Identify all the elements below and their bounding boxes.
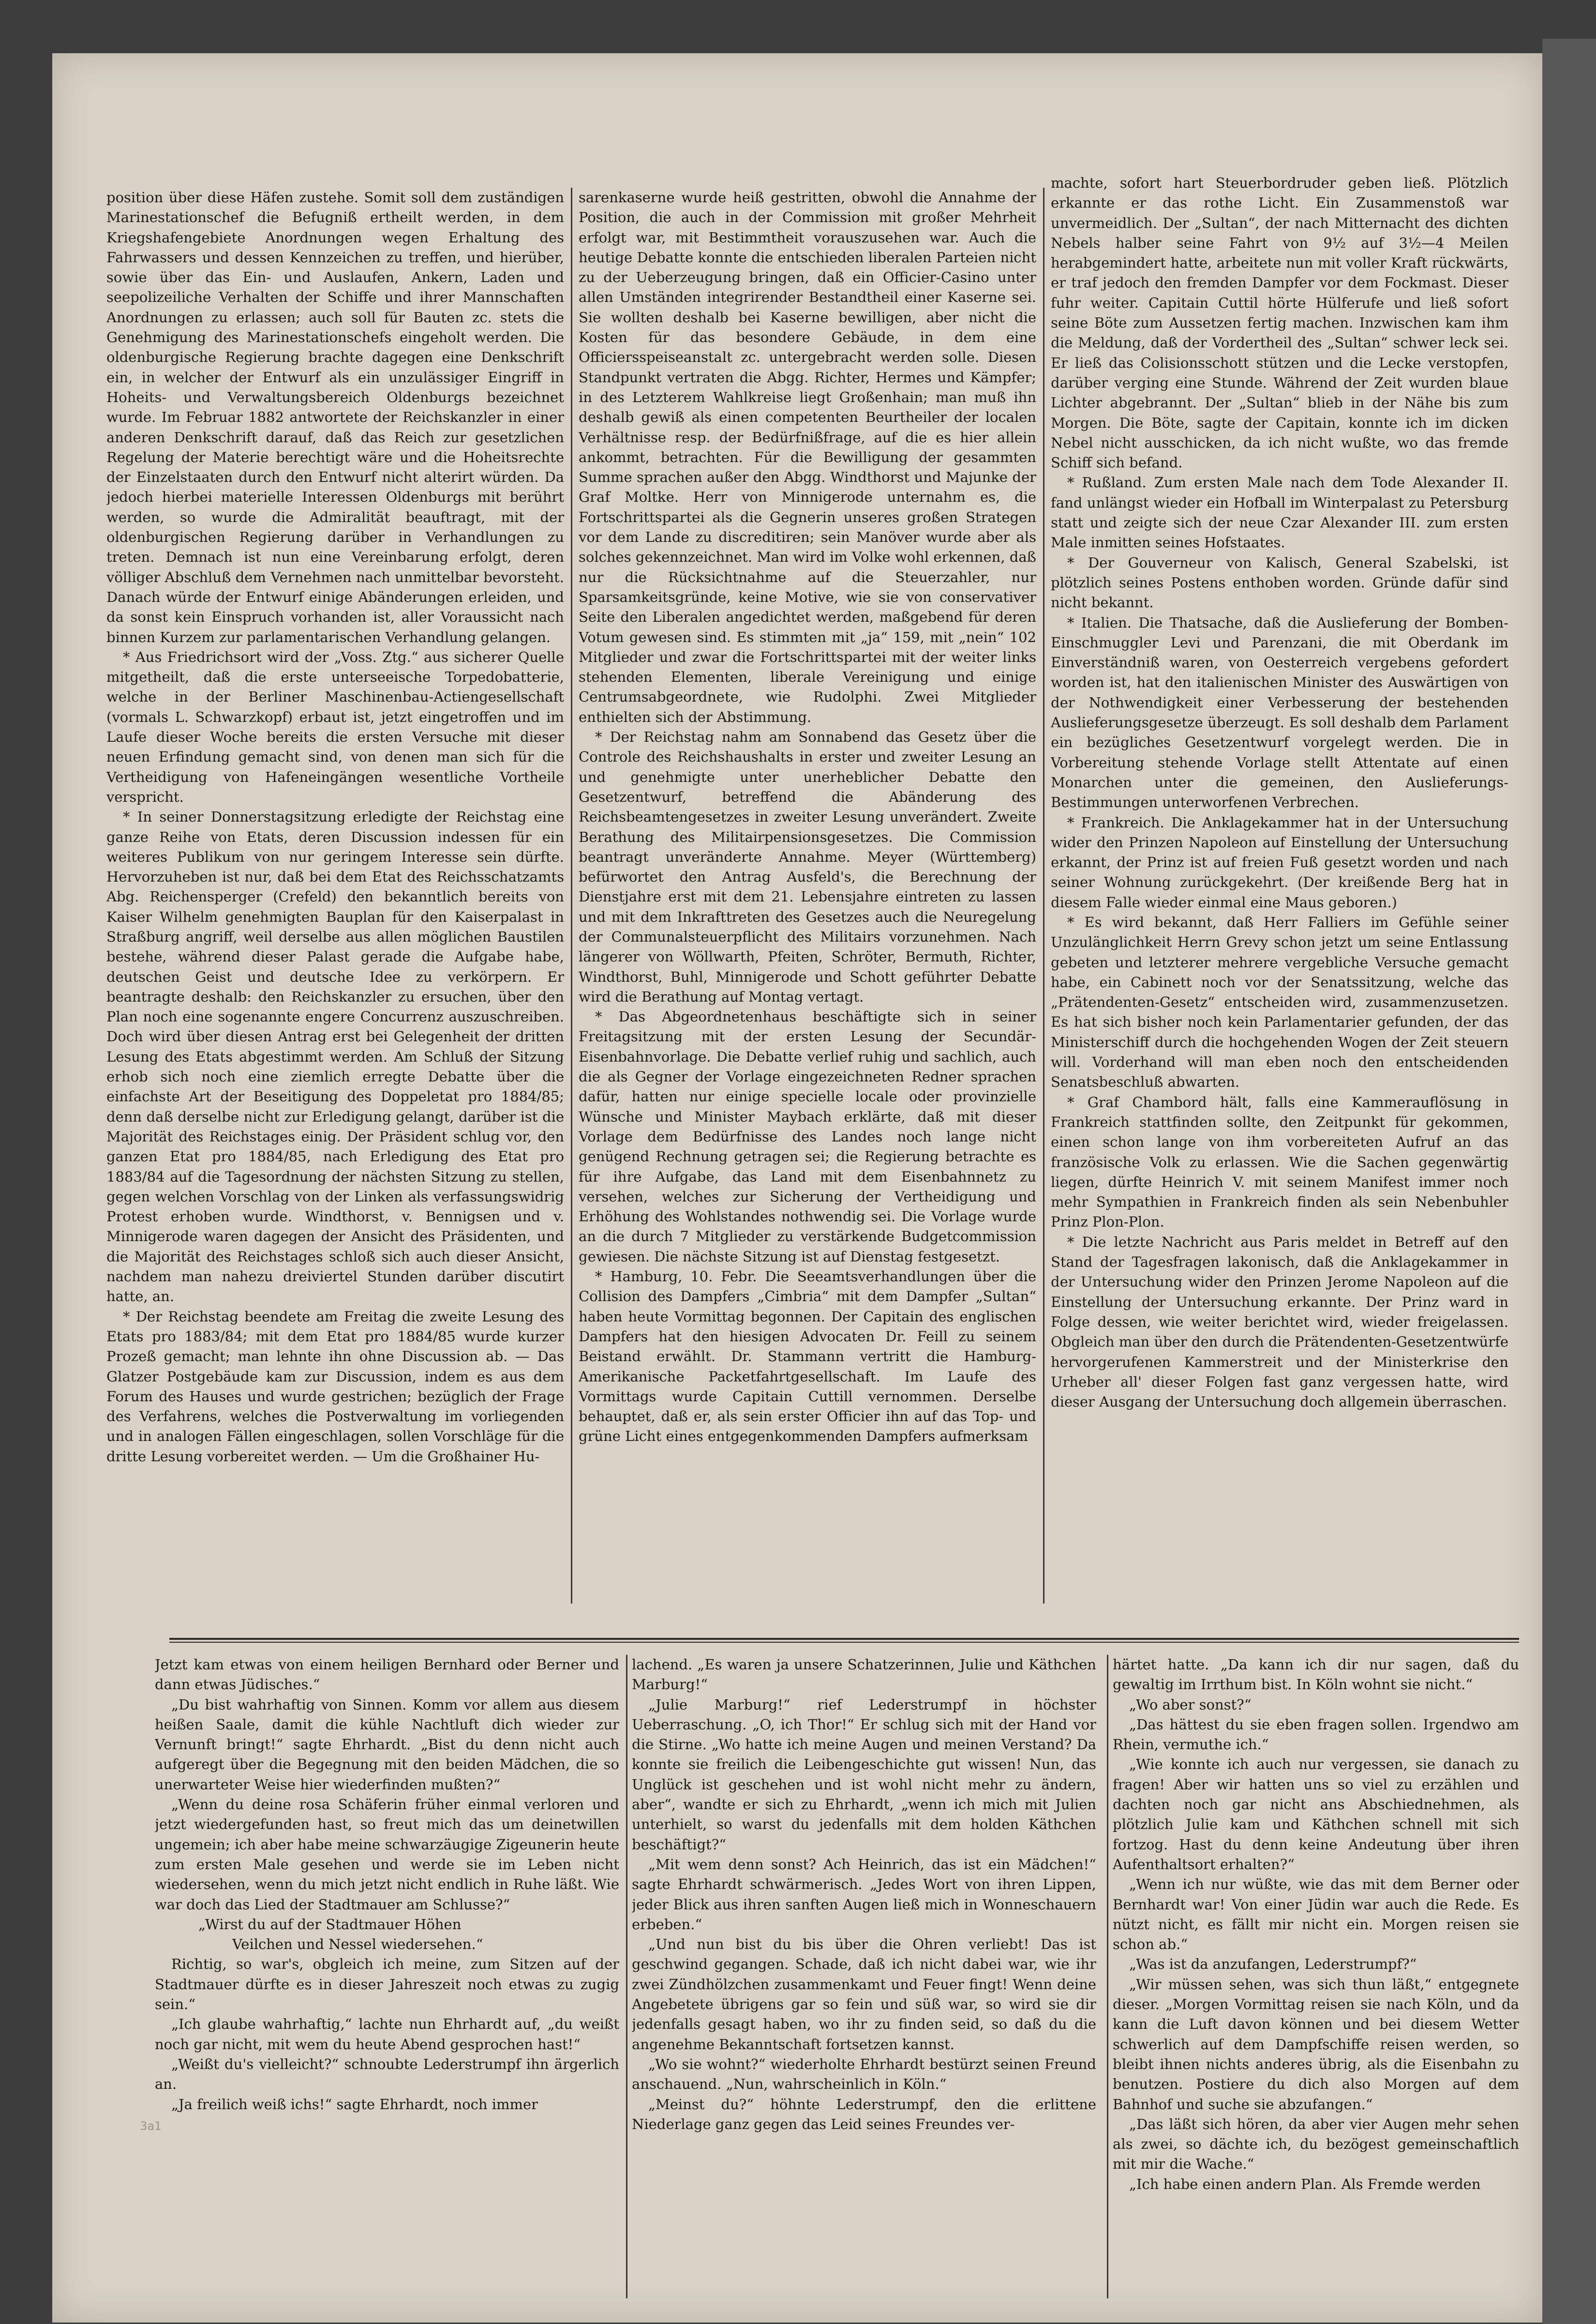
paragraph: „Wenn ich nur wüßte, wie das mit dem Berner oder Bernhardt war! Von einer Jüdin war auch die Rede. Es nützt nicht, es fällt mir nicht ein. Morgen reisen sie schon ab.“ [1113, 1876, 1519, 1953]
paragraph: „Ja freilich weiß ichs!“ sagte Ehrhardt, noch immer [171, 2096, 538, 2113]
verse-line: Veilchen und Nessel wiedersehen.“ [232, 1936, 483, 1953]
paragraph: „Wie konnte ich auch nur vergessen, sie danach zu fragen! Aber wir hatten uns so viel zu erzählen und dachten noch gar nicht ans Abschiednehmen, als plötzlich Julie kam und Käthchen schnell mit sich fortzog. Hast du denn keine Andeutung über ihren Aufenthaltsort erhalten?“ [1113, 1756, 1519, 1873]
paragraph: * Frankreich. Die Anklagekammer hat in der Untersuchung wider den Prinzen Napoleon auf Einstellung der Untersuchung erkannt, der Prinz ist auf freien Fuß gesetzt worden und nach seiner Wohnung zurückgekehrt. (Der kreißende Berg hat in diesem Falle wieder einmal eine Maus geboren.) [1051, 814, 1508, 911]
paragraph: * Es wird bekannt, daß Herr Falliers im Gefühle seiner Unzulänglichkeit Herrn Grevy schon jetzt um seine Entlassung gebeten und letzterer mehrere vergebliche Versuche gemacht habe, ein Cabinett noch vor der Senatssitzung, welche das „Prätendenten-Gesetz“ entscheiden wird, zusammenzusetzen. Es hat sich bisher noch kein Parlamentarier gefunden, der das Ministerschiff durch die hochgehenden Wogen der Zeit steuern will. Vorderhand will man eben noch den entscheidenden Senatsbeschluß abwarten. [1051, 914, 1508, 1091]
paragraph: „Du bist wahrhaftig von Sinnen. Komm vor allem aus diesem heißen Saale, damit die kühle Nachtluft dich wieder zur Vernunft bringt!“ sagte Ehrhardt. „Bist du denn nicht auch aufgeregt über die Begegnung mit den beiden Mädchen, die so unerwarteter Weise hier wiederfinden mußten?“ [155, 1696, 619, 1793]
paragraph: * Der Gouverneur von Kalisch, General Szabelski, ist plötzlich seines Postens enthoben worden. Gründe dafür sind nicht bekannt. [1051, 554, 1508, 611]
paragraph: „Wenn du deine rosa Schäferin früher einmal verloren und jetzt wiedergefunden hast, so freut mich das um deinetwillen ungemein; ich aber habe meine schwarzäugige Zigeunerin heute zum ersten Male gesehen und werde sie im Leben nicht wiedersehen, wenn du mich jetzt nicht endlich in Ruhe läßt. Wie war doch das Lied der Stadtmauer am Schlusse?“ [155, 1796, 619, 1913]
paragraph: * Hamburg, 10. Febr. Die Seeamtsverhandlungen über die Collision des Dampfers „Cimbria“ mit dem Dampfer „Sultan“ haben heute Vormittag begonnen. Der Capitain des englischen Dampfers hat den hiesigen Advocaten Dr. Feill zu seinem Beistand erwählt. Dr. Stammann vertritt die Hamburg-Amerikanische Packetfahrtgesellschaft. Im Laufe des Vormittags wurde Capitain Cuttill vernommen. Derselbe behauptet, daß er, als sein erster Officier ihn auf das Top- und grüne Licht eines entgegenkommenden Dampfers aufmerksam [579, 1268, 1036, 1445]
paragraph: „Ich habe einen andern Plan. Als Fremde werden [1129, 2175, 1481, 2192]
paragraph: * Rußland. Zum ersten Male nach dem Tode Alexander II. fand unlängst wieder ein Hofball im Winterpalast zu Petersburg statt und zeigte sich der neue Czar Alexander III. zum ersten Male inmitten seines Hofstaates. [1051, 474, 1508, 551]
paragraph: * Italien. Die Thatsache, daß die Auslieferung der Bomben-Einschmuggler Levi und Parenzani, die mit Oberdank im Einverständniß waren, von Oesterreich vergebens gefordert worden ist, hat den italienischen Minister des Auswärtigen von der Nothwendigkeit einer Verbesserung der bestehenden Auslieferungsgesetze überzeugt. Es soll deshalb dem Parlament ein bezügliches Gesetzentwurf vorgelegt werden. Die in Vorbereitung stehende Vorlage stellt Attentate auf einen Monarchen unter die gemeinen, den Auslieferungs-Bestimmungen unterworfenen Verbrechen. [1051, 614, 1508, 811]
paragraph: Richtig, so war's, obgleich ich meine, zum Sitzen auf der Stadtmauer dürfte es in dieser Jahreszeit noch etwas zu zugig sein.“ [155, 1956, 619, 2013]
paragraph: „Julie Marburg!“ rief Lederstrumpf in höchster Ueberraschung. „O, ich Thor!“ Er schlug sich mit der Hand vor die Stirne. „Wo hatte ich meine Augen und meinen Verstand? Da konnte sie freilich die Leibengeschichte gut wissen! Nun, das Unglück ist geschehen und ist wohl nicht mehr zu ändern, aber“, wandte er sich zu Ehrhardt, „wenn ich mich mit Julien unterhielt, so warst du jedenfalls mit dem holden Käthchen beschäftigt?“ [632, 1696, 1096, 1853]
paragraph: * Aus Friedrichsort wird der „Voss. Ztg.“ aus sicherer Quelle mitgetheilt, daß die erste unterseeische Torpedobatterie, welche in der Berliner Maschinenbau-Actiengesellschaft (vormals L. Schwarzkopf) erbaut ist, jetzt eingetroffen und im Laufe dieser Woche bereits die ersten Versuche mit dieser neuen Erfindung gemacht sind, von denen man sich für die Vertheidigung von Hafeneingängen wesentliche Vortheile verspricht. [106, 648, 564, 805]
paragraph: lachend. „Es waren ja unsere Schatzerinnen, Julie und Käthchen Marburg!“ [632, 1656, 1096, 1693]
paragraph: „Und nun bist du bis über die Ohren verliebt! Das ist geschwind gegangen. Schade, daß ich nicht dabei war, wie ihr zwei Zündhölzchen zusammenkamt und Feuer fingt! Wenn deine Angebetete übrigens gar so fein und süß war, so wird sie dir jedenfalls gesagt haben, wo ihr zu finden seid, so daß du die angenehme Bekanntschaft fortsetzen kannst. [632, 1936, 1096, 2053]
column-divider [1043, 188, 1044, 1604]
paragraph: „Wir müssen sehen, was sich thun läßt,“ entgegnete dieser. „Morgen Vormittag reisen sie nach Köln, und da kann die Luft davon können und bei diesem Wetter schwerlich auf dem Dampfschiffe reisen werden, so bleibt ihnen nichts anderes übrig, als die Eisenbahn zu benutzen. Postiere du dich also Morgen auf dem Bahnhof und suche sie abzufangen.“ [1113, 1976, 1519, 2113]
paragraph: position über diese Häfen zustehe. Somit soll dem zuständigen Marinestationschef die Befugniß ertheilt werden, in dem Kriegshafengebiete Anordnungen wegen Erhaltung des Fahrwassers und dessen Kennzeichen zu treffen, und hierüber, sowie über das Ein- und Auslaufen, Ankern, Laden und seepolizeiliche Verhalten der Schiffe und ihrer Mannschaften Anordnungen zu erlassen; auch soll für Bauten zc. stets die Genehmigung des Marinestationschefs eingeholt werden. Die oldenburgische Regierung brachte dagegen eine Denkschrift ein, in welcher der Entwurf als ein unzulässiger Eingriff in Hoheits- und Verwaltungsbereich Oldenburgs bezeichnet wurde. Im Februar 1882 antwortete der Reichskanzler in einer anderen Denkschrift darauf, daß das Reich zur gesetzlichen Regelung der Materie berechtigt wäre und die Hoheitsrechte der Einzelstaaten durch den Entwurf nicht alterirt würden. Da jedoch hierbei materielle Interessen Oldenburgs mit berührt werden, so wurde die Admiralität beauftragt, mit der oldenburgischen Regierung darüber in Verhandlungen zu treten. Demnach ist nun eine Vereinbarung erfolgt, deren völliger Abschluß dem Vernehmen nach unmittelbar bevorsteht. Danach würde der Entwurf einige Abänderungen erleiden, und da sonst kein Einspruch vorhanden ist, aller Voraussicht nach binnen Kurzem zur parlamentarischen Verhandlung gelangen. [106, 189, 564, 645]
verse-line: „Wirst du auf der Stadtmauer Höhen [198, 1916, 462, 1933]
paragraph: „Was ist da anzufangen, Lederstrumpf?“ [1129, 1956, 1417, 1973]
paragraph: * Die letzte Nachricht aus Paris meldet in Betreff auf den Stand der Tagesfragen lakonisch, daß die Anklagekammer in der Untersuchung wider den Prinzen Jerome Napoleon auf die Einstellung der Untersuchung erkannte. Der Prinz ward in Folge dessen, wie weiter berichtet wird, wieder freigelassen. Obgleich man über den durch die Prätendenten-Gesetzentwürfe hervorgerufenen Kammerstreit und der Ministerkrise den Urheber all' dieser Folgen fast ganz vergessen hatte, wird dieser Ausgang der Untersuchung doch allgemein überraschen. [1051, 1233, 1508, 1410]
feuilleton-column-3 [1113, 1655, 1519, 2298]
column-divider [1107, 1655, 1108, 2298]
column-divider [571, 188, 572, 1604]
margin-mark: 3a1 [140, 2119, 162, 2133]
feuilleton-separator-thin [169, 1642, 1519, 1643]
paragraph: „Weißt du's vielleicht?“ schnoubte Lederstrumpf ihn ärgerlich an. [155, 2055, 619, 2093]
article-column-1 [106, 188, 564, 1604]
feuilleton-column-2 [632, 1655, 1096, 2298]
paragraph: * Das Abgeordnetenhaus beschäftigte sich in seiner Freitagsitzung mit der ersten Lesung der Secundär-Eisenbahnvorlage. Die Debatte verlief ruhig und sachlich, auch die als Gegner der Vorlage eingezeichneten Redner sprachen dafür, hatten nur einige specielle locale oder provinzielle Wünsche und Minister Maybach erklärte, daß mit dieser Vorlage dem Bedürfnisse des Landes noch lange nicht genügend Rechnung getragen sei; die Regierung betrachte es für ihre Aufgabe, das Land mit dem Eisenbahnnetz zu versehen, welches zur Sicherung der Vertheidigung und Erhöhung des Wohlstandes nothwendig sei. Die Vorlage wurde an die durch 7 Mitglieder zu verstärkende Budgetcommission gewiesen. Die nächste Sitzung ist auf Dienstag festgesetzt. [579, 1008, 1036, 1265]
paragraph: „Meinst du?“ höhnte Lederstrumpf, den die erlittene Niederlage ganz gegen das Leid seines Freundes ver- [632, 2096, 1096, 2132]
paragraph: Jetzt kam etwas von einem heiligen Bernhard oder Berner und dann etwas Jüdisches.“ [155, 1656, 619, 1693]
adjacent-page-edge [1542, 39, 1596, 2324]
column-divider [626, 1655, 627, 2298]
paragraph: * Der Reichstag beendete am Freitag die zweite Lesung des Etats pro 1883/84; mit dem Etat pro 1884/85 wurde kurzer Prozeß gemacht; man lehnte ihn ohne Discussion ab. — Das Glatzer Postgebäude kam zur Discussion, indem es aus dem Forum des Hauses und wurde gestrichen; bezüglich der Frage des Verfahrens, welches die Postverwaltung im vorliegenden und in analogen Fällen eingeschlagen, sollen Vorschläge für die dritte Lesung vorbereitet werden. — Um die Großhainer Hu- [106, 1308, 564, 1465]
article-column-2 [579, 188, 1036, 1604]
paragraph: sarenkaserne wurde heiß gestritten, obwohl die Annahme der Position, die auch in der Commission mit großer Mehrheit erfolgt war, mit Bestimmtheit vorauszusehen war. Auch die heutige Debatte konnte die entschieden liberalen Parteien nicht zu der Ueberzeugung bringen, daß ein Officier-Casino unter allen Umständen integrirender Bestandtheil einer Kaserne sei. Sie wollten deshalb bei Kaserne bewilligen, aber nicht die Kosten für das besondere Gebäude, in dem eine Officiersspeiseanstalt zc. untergebracht werden solle. Diesen Standpunkt vertraten die Abgg. Richter, Hermes und Kämpfer; in des Letzterem Wahlkreise liegt Großenhain; man muß ihn deshalb gewiß als einen competenten Beurtheiler der localen Verhältnisse resp. der Bedürfnißfrage, auf die es hier allein ankommt, betrachten. Für die Bewilligung der gesammten Summe sprachen außer den Abgg. Windthorst und Majunke der Graf Moltke. Herr von Minnigerode unternahm es, die Fortschrittspartei als die Gegnerin unseres großen Strategen vor dem Lande zu discreditiren; sein Manöver wurde aber als solches gekennzeichnet. Man wird im Volke wohl erkennen, daß nur die Rücksichtnahme auf die Steuerzahler, nur Sparsamkeitsgründe, keine Motive, wie sie von conservativer Seite den Liberalen angedichtet werden, maßgebend für deren Votum gewesen sind. Es stimmten mit „ja“ 159, mit „nein“ 102 Mitglieder und zwar die Fortschrittspartei mit der weiter links stehenden Elementen, liberale Vereinigung und einige Centrumsabgeordnete, wie Rudolphi. Zwei Mitglieder enthielten sich der Abstimmung. [579, 189, 1036, 725]
feuilleton-separator [169, 1638, 1519, 1640]
paragraph: „Ich glaube wahrhaftig,“ lachte nun Ehrhardt auf, „du weißt noch gar nicht, mit wem du heute Abend gesprochen hast!“ [155, 2016, 619, 2053]
paragraph: „Das hättest du sie eben fragen sollen. Irgendwo am Rhein, vermuthe ich.“ [1113, 1716, 1519, 1753]
paragraph: „Wo sie wohnt?“ wiederholte Ehrhardt bestürzt seinen Freund anschauend. „Nun, wahrscheinlich in Köln.“ [632, 2055, 1096, 2093]
paragraph: „Wo aber sonst?“ [1129, 1696, 1252, 1713]
paragraph: härtet hatte. „Da kann ich dir nur sagen, daß du gewaltig im Irrthum bist. In Köln wohnt sie nicht.“ [1113, 1656, 1519, 1693]
article-column-3 [1051, 173, 1508, 1604]
paragraph: „Das läßt sich hören, da aber vier Augen mehr sehen als zwei, so dächte ich, du bezögest gemeinschaftlich mit mir die Wache.“ [1113, 2115, 1519, 2173]
paragraph: „Mit wem denn sonst? Ach Heinrich, das ist ein Mädchen!“ sagte Ehrhardt schwärmerisch. „Jedes Wort von ihren Lippen, jeder Blick aus ihren sanften Augen ließ mich in Wonneschauern erbeben.“ [632, 1856, 1096, 1933]
feuilleton-column-1 [155, 1655, 619, 2298]
paragraph: * In seiner Donnerstagsitzung erledigte der Reichstag eine ganze Reihe von Etats, deren Discussion indessen für ein weiteres Publikum von nur geringem Interesse sein dürfte. Hervorzuheben ist nur, daß bei dem Etat des Reichsschatzamts Abg. Reichensperger (Crefeld) den bekanntlich bereits von Kaiser Wilhelm genehmigten Bauplan für den Kaiserpalast in Straßburg angriff, weil derselbe aus allen möglichen Baustilen bestehe, während dieser Palast gerade die Aufgabe habe, deutschen Geist und deutsche Idee zu verkörpern. Er beantragte deshalb: den Reichskanzler zu ersuchen, über den Plan noch eine sogenannte engere Concurrenz auszuschreiben. Doch wird über diesen Antrag erst bei Gelegenheit der dritten Lesung des Etats abgestimmt werden. Am Schluß der Sitzung erhob sich noch eine ziemlich erregte Debatte über die einfachste Art der Beseitigung des Doppeletat pro 1884/85; denn daß derselbe nicht zur Erledigung gelangt, darüber ist die Majorität des Reichstages einig. Der Präsident schlug vor, den ganzen Etat pro 1884/85, nach Erledigung des Etat pro 1883/84 auf die Tagesordnung der nächsten Sitzung zu stellen, gegen welchen Vorschlag von der Linken als verfassungswidrig Protest erhoben wurde. Windthorst, v. Bennigsen und v. Minnigerode waren dagegen der Ansicht des Präsidenten, und die Majorität des Reichstages schloß sich auch dieser Ansicht, nachdem man nahezu dreiviertel Stunden darüber discutirt hatte, an. [106, 809, 564, 1305]
paragraph: * Graf Chambord hält, falls eine Kammerauflösung in Frankreich stattfinden sollte, den Zeitpunkt für gekommen, einen schon lange von ihm vorbereiteten Aufruf an das französische Volk zu erlassen. Wie die Sachen gegenwärtig liegen, dürfte Heinrich V. mit seinem Manifest immer noch mehr Sympathien in Frankreich finden als sein Nebenbuhler Prinz Plon-Plon. [1051, 1094, 1508, 1230]
paragraph: * Der Reichstag nahm am Sonnabend das Gesetz über die Controle des Reichshaushalts in erster und zweiter Lesung an und genehmigte unter unerheblicher Debatte den Gesetzentwurf, betreffend die Abänderung des Reichsbeamtengesetzes in zweiter Lesung unverändert. Zweite Berathung des Militairpensionsgesetzes. Die Commission beantragt unveränderte Annahme. Meyer (Württemberg) befürwortet den Antrag Ausfeld's, die Berechnung der Dienstjahre erst mit dem 21. Lebensjahre eintreten zu lassen und mit dem Inkrafttreten des Gesetzes auch die Neuregelung der Communalsteuerpflicht des Militairs vorzunehmen. Nach längerer von Wöllwarth, Pfeiten, Schröter, Bermuth, Richter, Windthorst, Buhl, Minnigerode und Schott geführter Debatte wird die Berathung auf Montag vertagt. [579, 729, 1036, 1005]
paragraph: machte, sofort hart Steuerbordruder geben ließ. Plötzlich erkannte er das rothe Licht. Ein Zusammenstoß war unvermeidlich. Der „Sultan“, der nach Mitternacht des dichten Nebels halber seine Fahrt von 9½ auf 3½—4 Meilen herabgemindert hatte, arbeitete nun mit voller Kraft rückwärts, er traf jedoch den fremden Dampfer vor dem Fockmast. Dieser fuhr weiter. Capitain Cuttil hörte Hülferufe und ließ sofort seine Böte zum Aussetzen fertig machen. Inzwischen kam ihm die Meldung, daß der Vordertheil des „Sultan“ schwer leck sei. Er ließ das Colisionsschott stützen und die Lecke verstopfen, darüber verging eine Stunde. Während der Zeit wurden blaue Lichter abgebrannt. Der „Sultan“ blieb in der Nähe bis zum Morgen. Die Böte, sagte der Capitain, konnte ich im dicken Nebel nicht ausschicken, da ich nicht wußte, wo das fremde Schiff sich befand. [1051, 175, 1508, 471]
